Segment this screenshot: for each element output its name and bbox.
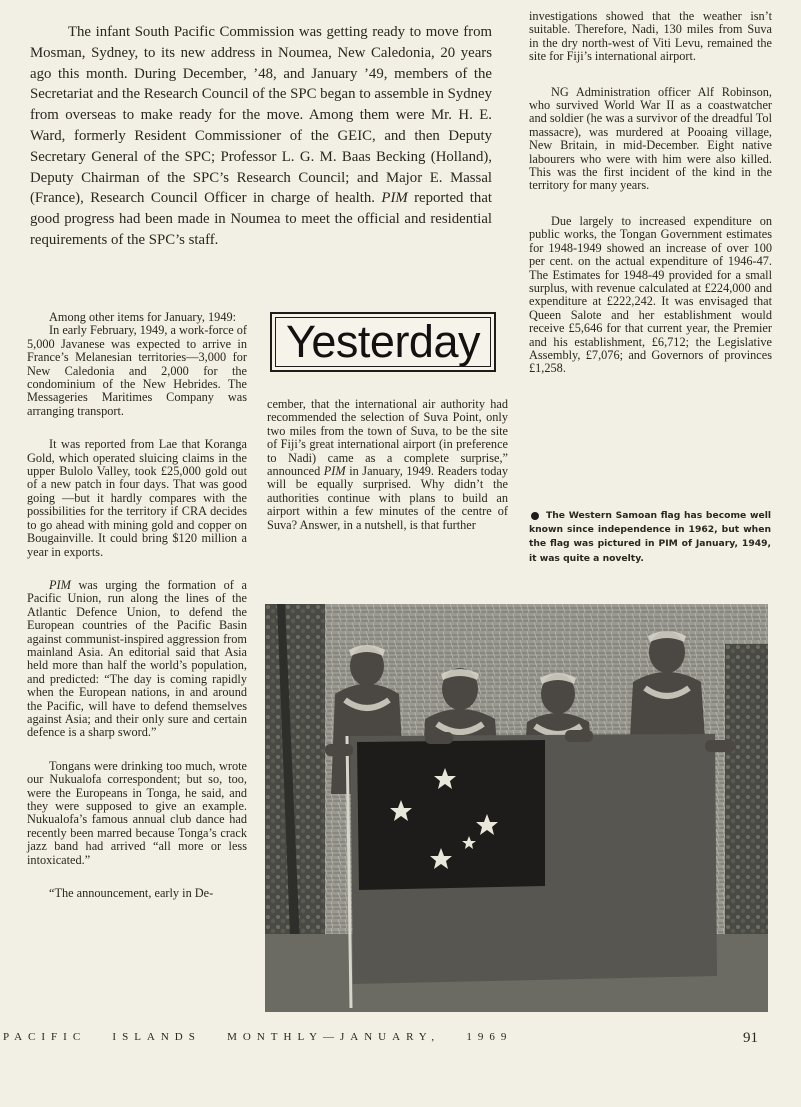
column-3-item-robinson: NG Administration officer Alf Robinson, who survived World War II as a coastwatcher and soldier (he was a survivor of the dreadful Tol massacre), was murdered at Pooaing village, New Britain, in mid-December. Eight native labourers who were with him were also killed. This was the first incident of the kind in the territory for many years.: [529, 84, 772, 193]
samoan-flag-photo: [265, 604, 768, 1012]
lead-paragraph: [30, 22, 492, 251]
column-2-text: cember, that the international air authority had recommended the selection of Suva Point, only two miles from the town of Suva, to be the site of Fiji’s great international airport (in preference to Nadi) came as a complete surprise,” announced PIM in January, 1949. Readers today will be equally surprised. Why didn’t the authorities continue with plans to build an airport within a few minutes of the centre of Suva? Answer, in a nutshell, is that further: [267, 397, 508, 532]
column-2: [267, 398, 508, 532]
photo-caption: The Western Samoan flag has become well known since independence in 1962, but when the flag was pictured in PIM of January, 1949, it was quite a novelty.: [529, 510, 771, 564]
pim-reference: PIM: [381, 190, 408, 207]
column-1-intro: Among other items for January, 1949:: [49, 310, 237, 324]
page-number: 91: [743, 1030, 758, 1046]
pim-reference: PIM: [49, 577, 71, 592]
lead-text-end: reported that good progress had been made in Noumea to meet the official and residential requirements of the SPC’s staff.: [30, 190, 492, 248]
column-1-item-pacific-union: PIM was urging the formation of a Pacific Union, run along the lines of the Atlantic Defence Union, to defend the European countries of the Pacific Basin against communist-inspired aggression from mainland Asia. An editorial said that Asia held more than half the world’s population, and predicted: “The day is coming rapidly when the European nations, in and around the Pacific, will have to defend themselves against Asia; and their only sure and certain defence is a sharp sword.”: [27, 577, 247, 740]
photo-illustration: [265, 604, 768, 1012]
column-3-item-tongan-estimates: Due largely to increased expenditure on public works, the Tongan Government estimates for 1948-1949 showed an increase of over 100 per cent. on the actual expenditure of 1946-47. The Estimates for 1948-49 provided for a small surplus, with revenue calculated at £224,000 and expenditure at £222,242. It was envisaged that Queen Salote and her establishment would receive £5,646 for that current year, the Premier and his establishment, £6,712; the Legislative Assembly, £7,076; and Governors of provinces £1,258.: [529, 213, 772, 376]
column-3: [529, 10, 772, 376]
column-1-item-announcement: “The announcement, early in De-: [49, 886, 214, 901]
column-3-item-airport: investigations showed that the weather isn’t suitable. Therefore, Nadi, 130 miles from Suva in the dry north-west of Viti Levu, remained the site for Fiji’s international airport.: [529, 9, 772, 64]
column-1: [27, 311, 247, 900]
section-title-box: [270, 312, 496, 372]
lead-text: The infant South Pacific Commission was getting ready to move from Mosman, Sydney, to its new address in Noumea, New Caledonia, 20 years ago this month. During December, ’48, and January ’49, members of the Secretariat and the Research Council of the SPC began to assemble in Sydney from overseas to make ready for the move. Among them were Mr. H. E. Ward, formerly Resident Commissioner of the GEIC, and then Deputy Secretary General of the SPC; Professor L. G. M. Baas Becking (Holland), Deputy Chairman of the SPC’s Research Council; and Major E. Massal (France), Research Council Officer in charge of health.: [30, 24, 492, 207]
running-footer: PACIFIC ISLANDS MONTHLY—JANUARY, 1969: [3, 1031, 513, 1043]
pim-reference: PIM: [323, 464, 346, 479]
column-1-item-koranga: It was reported from Lae that Koranga Gold, which operated sluicing claims in the upper Bulolo Valley, took £25,000 gold out of a new patch in four days. That was good going —but it hardly compares with the possibilities for the territory if CRA decides to go ahead with mining gold and copper on Bougainville. It could bring $120 million a year in exports.: [27, 437, 247, 559]
section-title: Yesterday: [286, 316, 480, 367]
column-1-item-tongans: Tongans were drinking too much, wrote our Nukualofa correspondent; but so, too, were the Europeans in Tonga, he said, and they were supposed to give an example. Nukualofa’s famous annual club dance had recently been marred because Tonga’s crack jazz band had arrived “all more or less intoxicated.”: [27, 758, 247, 867]
column-1-item-javanese: In early February, 1949, a work-force of 5,000 Javanese was expected to arrive in France’s Melanesian territories—3,000 for New Caledonia and 2,000 for the condominium of the New Hebrides. The Messageries Maritimes Company was arranging transport.: [27, 323, 247, 418]
